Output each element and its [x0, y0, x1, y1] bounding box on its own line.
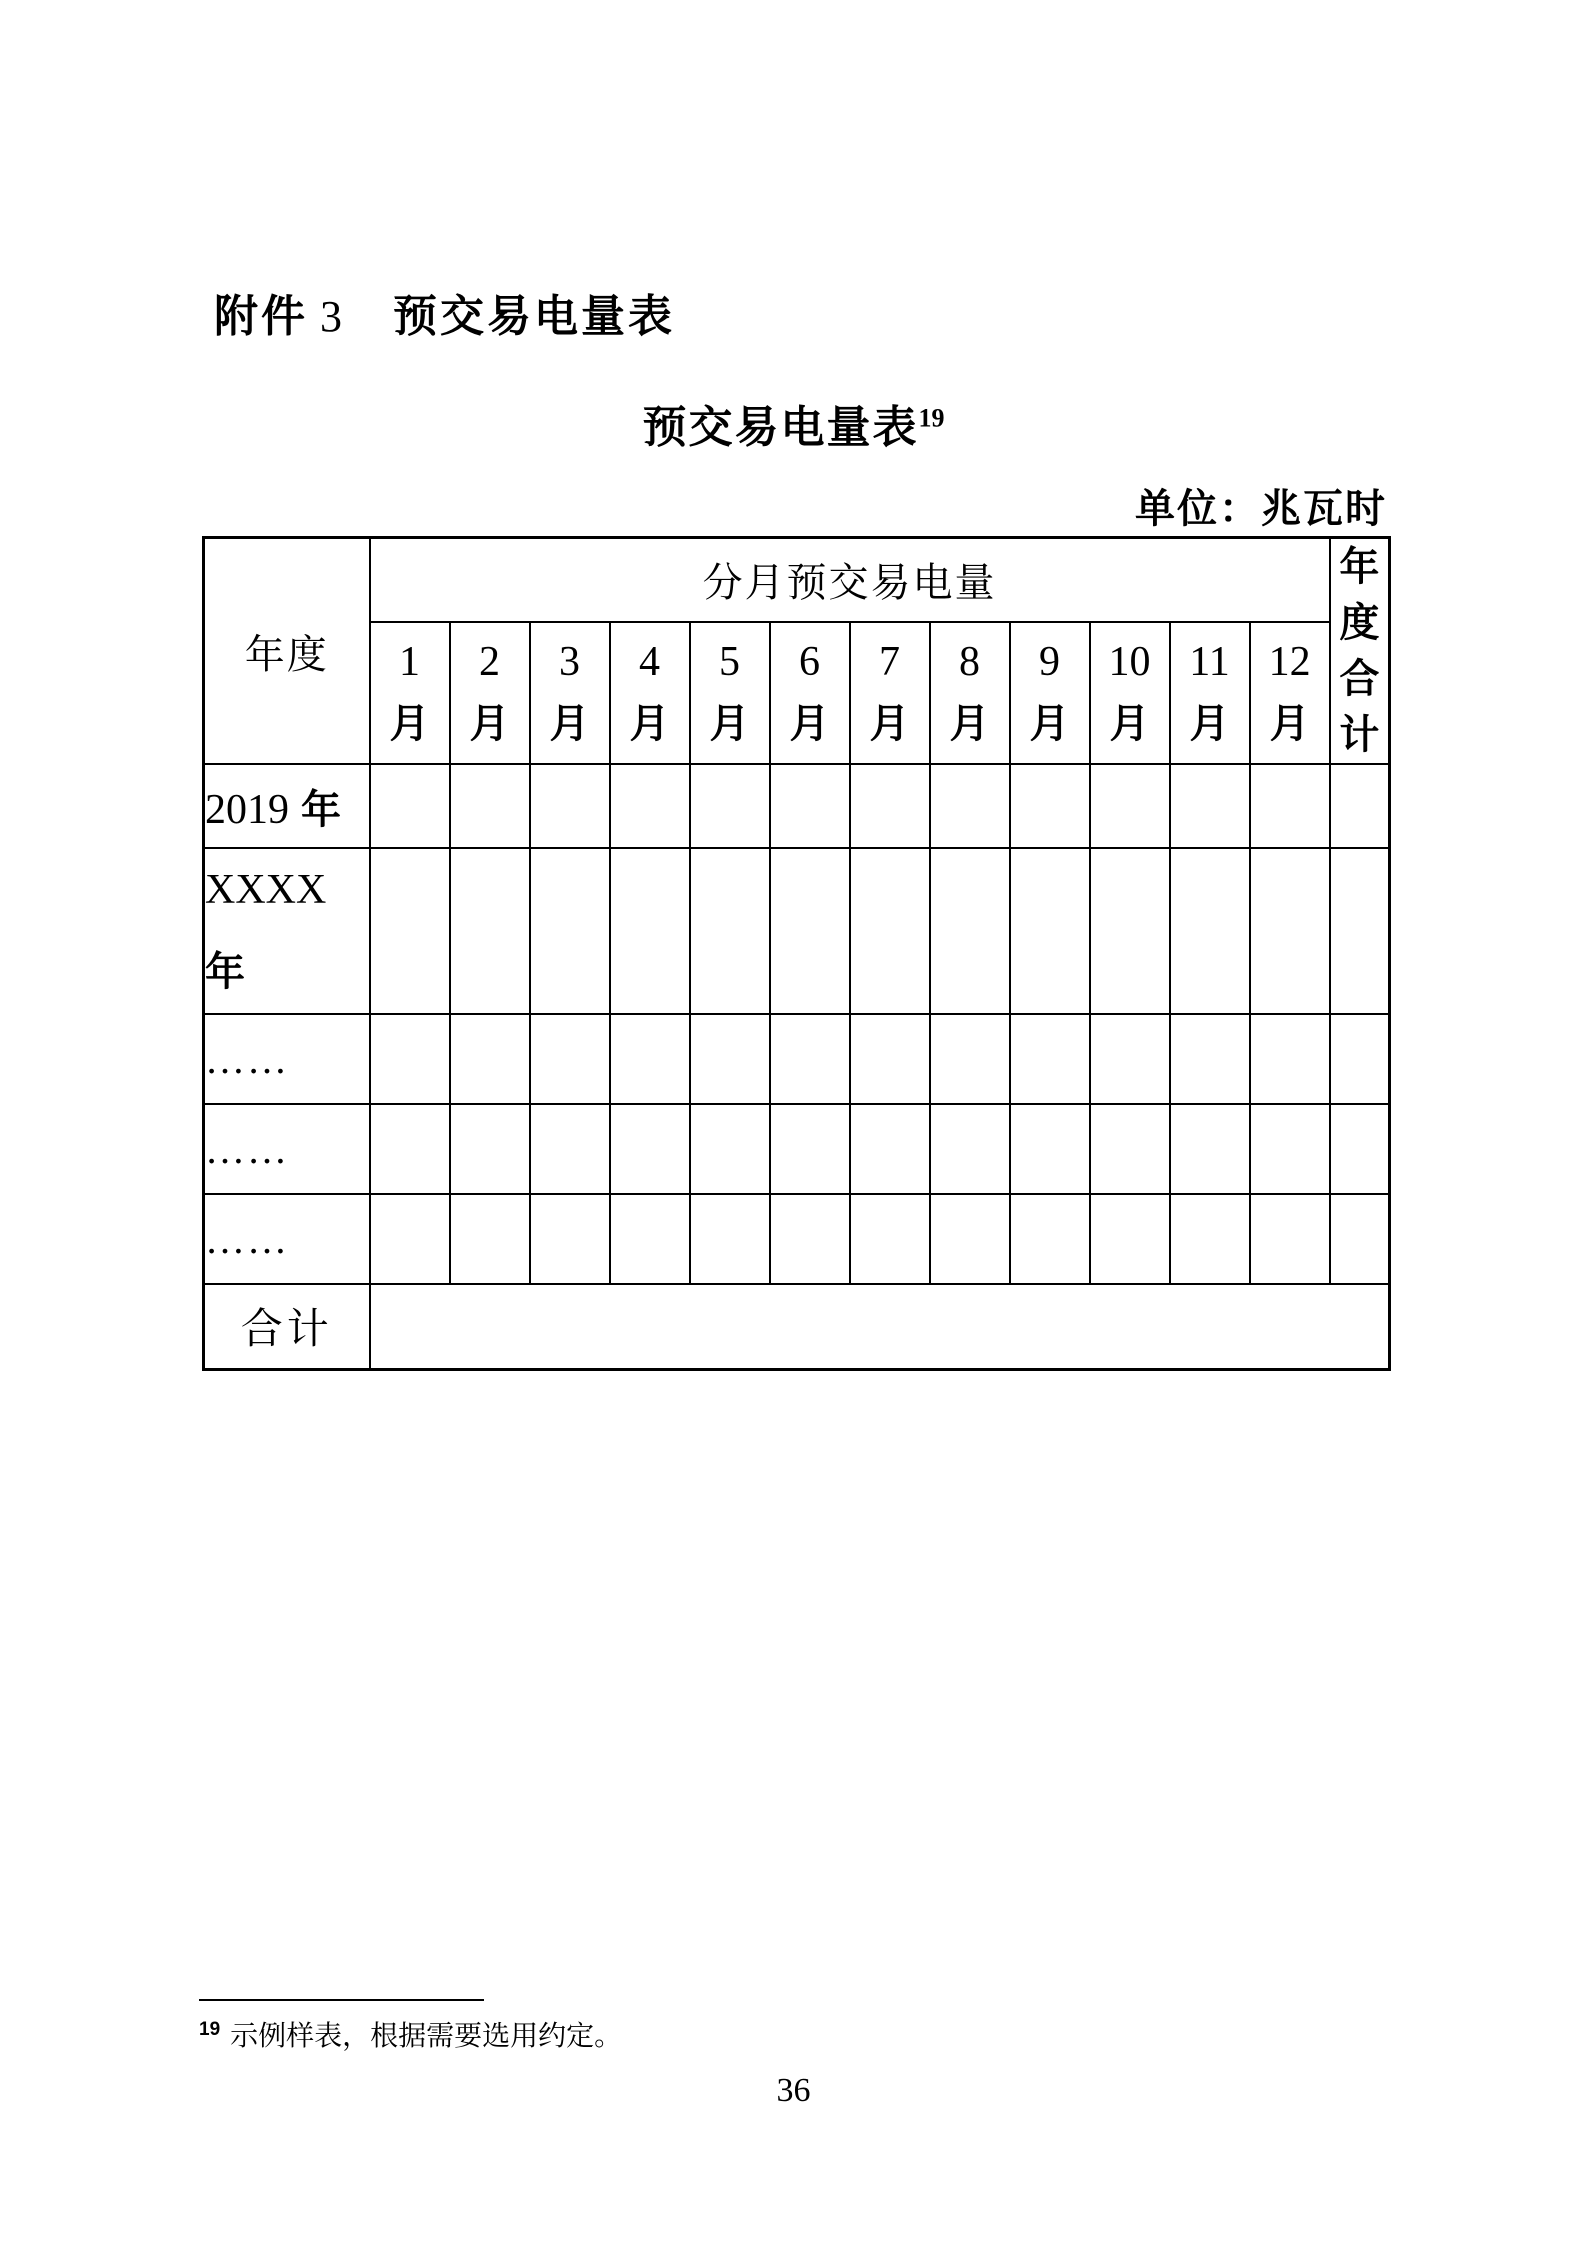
- empty-data-cell: [1010, 1194, 1090, 1284]
- annual-total-char: 计: [1339, 713, 1380, 757]
- empty-data-cell: [930, 764, 1010, 848]
- empty-data-cell: [1010, 764, 1090, 848]
- total-row-merged-cell: [370, 1284, 1390, 1369]
- footnote-ref-marker: 19: [918, 403, 945, 433]
- table-row-2019: [204, 764, 1390, 848]
- header-row-months: [204, 622, 1390, 764]
- col-header-month-4: 4 月: [610, 622, 690, 764]
- col-header-annual-total: [1330, 538, 1390, 765]
- empty-data-cell: [1170, 848, 1250, 1014]
- empty-data-cell: [850, 1194, 930, 1284]
- unit-label: 单位：兆瓦时: [1135, 487, 1387, 531]
- table-row-ellipsis: [204, 1194, 1390, 1284]
- table-row-ellipsis: [204, 1014, 1390, 1104]
- empty-data-cell: [610, 848, 690, 1014]
- col-header-month-6: 6 月: [770, 622, 850, 764]
- empty-data-cell: [1250, 848, 1330, 1014]
- empty-annual-total-cell: [1330, 764, 1390, 848]
- empty-data-cell: [450, 764, 530, 848]
- col-header-month-3: 3 月: [530, 622, 610, 764]
- footnote-separator-rule: [199, 1999, 484, 2001]
- empty-data-cell: [450, 1014, 530, 1104]
- empty-data-cell: [370, 1104, 450, 1194]
- empty-data-cell: [690, 1014, 770, 1104]
- row-label-ellipsis: ……: [204, 1014, 370, 1104]
- empty-data-cell: [1090, 848, 1170, 1014]
- empty-data-cell: [690, 1194, 770, 1284]
- empty-data-cell: [770, 848, 850, 1014]
- empty-data-cell: [930, 1104, 1010, 1194]
- empty-data-cell: [1170, 1014, 1250, 1104]
- empty-data-cell: [930, 848, 1010, 1014]
- page-number: 36: [776, 2072, 811, 2109]
- header-row-group: [204, 538, 1390, 622]
- empty-data-cell: [1250, 764, 1330, 848]
- empty-data-cell: [770, 1014, 850, 1104]
- empty-data-cell: [1250, 1014, 1330, 1104]
- empty-data-cell: [770, 764, 850, 848]
- empty-data-cell: [370, 848, 450, 1014]
- attachment-heading: [214, 280, 675, 344]
- empty-data-cell: [610, 1104, 690, 1194]
- empty-annual-total-cell: [1330, 848, 1390, 1014]
- empty-data-cell: [1170, 764, 1250, 848]
- empty-data-cell: [1090, 1194, 1170, 1284]
- empty-data-cell: [770, 1104, 850, 1194]
- row-label-ellipsis: ……: [204, 1194, 370, 1284]
- empty-data-cell: [850, 1104, 930, 1194]
- annual-total-char: 度: [1339, 601, 1380, 645]
- empty-data-cell: [1010, 848, 1090, 1014]
- empty-data-cell: [450, 1104, 530, 1194]
- empty-data-cell: [690, 764, 770, 848]
- empty-data-cell: [1090, 1104, 1170, 1194]
- pre-trade-volume-table: [202, 536, 1391, 1371]
- empty-data-cell: [530, 848, 610, 1014]
- attachment-number: 3: [320, 292, 345, 341]
- empty-annual-total-cell: [1330, 1014, 1390, 1104]
- table-row-ellipsis: [204, 1104, 1390, 1194]
- empty-data-cell: [370, 1014, 450, 1104]
- empty-data-cell: [850, 1014, 930, 1104]
- row-label-xxxx: XXXX 年: [204, 848, 370, 1014]
- empty-data-cell: [610, 764, 690, 848]
- empty-data-cell: [1250, 1104, 1330, 1194]
- col-header-month-9: 9 月: [1010, 622, 1090, 764]
- empty-data-cell: [770, 1194, 850, 1284]
- col-header-month-12: 12 月: [1250, 622, 1330, 764]
- annual-total-char: 年: [1339, 545, 1380, 589]
- empty-data-cell: [450, 848, 530, 1014]
- empty-data-cell: [1250, 1194, 1330, 1284]
- footnote: [199, 2014, 622, 2054]
- empty-data-cell: [930, 1014, 1010, 1104]
- empty-data-cell: [850, 848, 930, 1014]
- footnote-text: 示例样表，根据需要选用约定。: [230, 2021, 623, 2052]
- col-header-month-10: 10 月: [1090, 622, 1170, 764]
- empty-data-cell: [530, 1104, 610, 1194]
- attachment-title: 预交易电量表: [393, 292, 675, 341]
- annual-total-char: 合: [1339, 657, 1380, 701]
- empty-annual-total-cell: [1330, 1104, 1390, 1194]
- col-header-monthly-group: 分月预交易电量: [370, 538, 1330, 622]
- empty-data-cell: [370, 1194, 450, 1284]
- row-label-2019: 2019 年: [204, 764, 370, 848]
- col-header-month-8: 8 月: [930, 622, 1010, 764]
- col-header-month-2: 2 月: [450, 622, 530, 764]
- footnote-number: 19: [199, 2018, 221, 2040]
- empty-data-cell: [930, 1194, 1010, 1284]
- empty-data-cell: [1090, 1014, 1170, 1104]
- empty-data-cell: [530, 764, 610, 848]
- empty-data-cell: [690, 848, 770, 1014]
- table-row-total: [204, 1284, 1390, 1369]
- empty-data-cell: [1010, 1104, 1090, 1194]
- document-title-text: 预交易电量表: [642, 403, 919, 452]
- empty-data-cell: [1010, 1014, 1090, 1104]
- attachment-label: 附件: [214, 292, 308, 341]
- empty-data-cell: [530, 1194, 610, 1284]
- col-header-month-5: 5 月: [690, 622, 770, 764]
- empty-data-cell: [610, 1014, 690, 1104]
- col-header-year: 年度: [204, 538, 370, 765]
- col-header-month-11: 11 月: [1170, 622, 1250, 764]
- col-header-month-1: 1 月: [370, 622, 450, 764]
- empty-data-cell: [370, 764, 450, 848]
- empty-data-cell: [610, 1194, 690, 1284]
- empty-data-cell: [1090, 764, 1170, 848]
- empty-data-cell: [850, 764, 930, 848]
- col-header-month-7: 7 月: [850, 622, 930, 764]
- empty-data-cell: [1170, 1194, 1250, 1284]
- empty-data-cell: [450, 1194, 530, 1284]
- empty-data-cell: [690, 1104, 770, 1194]
- empty-data-cell: [530, 1014, 610, 1104]
- row-label-total: 合计: [204, 1284, 370, 1369]
- empty-annual-total-cell: [1330, 1194, 1390, 1284]
- document-title: [0, 391, 1587, 455]
- row-label-ellipsis: ……: [204, 1104, 370, 1194]
- empty-data-cell: [1170, 1104, 1250, 1194]
- table-row-xxxx: [204, 848, 1390, 1014]
